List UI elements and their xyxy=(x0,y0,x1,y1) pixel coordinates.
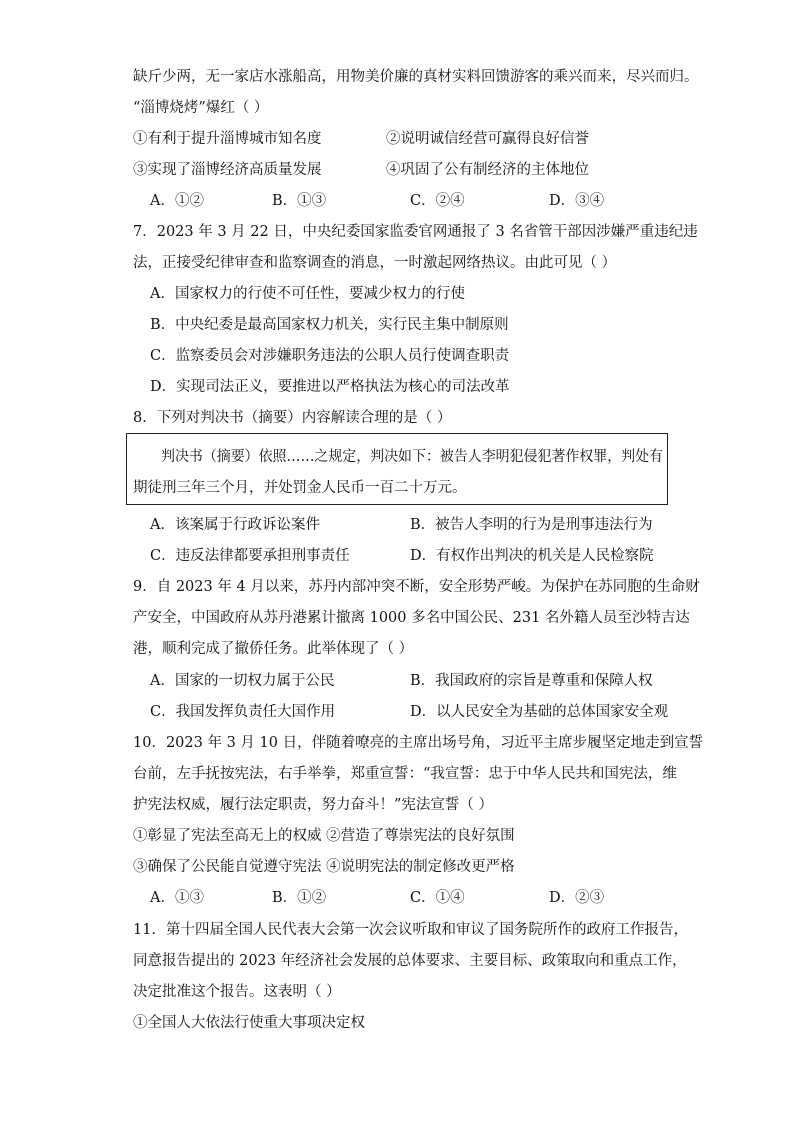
q7-option-b[interactable]: B．中央纪委是最高国家权力机关，实行民主集中制原则 xyxy=(150,317,509,333)
q8-judgment-box xyxy=(126,433,668,505)
q7-stem-line1: 7．2023 年 3 月 22 日，中央纪委国家监委官网通报了 3 名省管干部因涉嫌严重违纪违 xyxy=(133,224,698,240)
q7-stem-line2: 法，正接受纪律审查和监察调查的消息，一时激起网络热议。由此可见（ ） xyxy=(133,255,617,271)
q6-option-b[interactable]: B．①③ xyxy=(272,193,327,209)
q6-item-2: ②说明诚信经营可赢得良好信誉 xyxy=(386,131,589,147)
q7-option-a[interactable]: A．国家权力的行使不可任性，要减少权力的行使 xyxy=(150,286,465,302)
q6-option-a[interactable]: A．①② xyxy=(150,193,204,209)
q10-stem-line2: 台前，左手抚按宪法，右手举拳，郑重宣誓：“我宣誓：忠于中华人民共和国宪法，维 xyxy=(133,766,677,782)
q10-option-d[interactable]: D．②③ xyxy=(549,890,605,906)
q11-stem-line1: 11．第十四届全国人民代表大会第一次会议听取和审议了国务院所作的政府工作报告， xyxy=(133,922,688,938)
q10-stem-line3: 护宪法权威，履行法定职责，努力奋斗！”宪法宣誓（ ） xyxy=(133,797,494,813)
q9-stem-line1: 9．自 2023 年 4 月以来，苏丹内部冲突不断，安全形势严峻。为保护在苏同胞的生命财 xyxy=(133,579,700,595)
q11-stem-line2: 同意报告提出的 2023 年经济社会发展的总体要求、主要目标、政策取向和重点工作， xyxy=(133,953,687,969)
q7-option-c[interactable]: C．监察委员会对涉嫌职务违法的公职人员行使调查职责 xyxy=(150,348,510,364)
q8-option-b[interactable]: B．被告人李明的行为是刑事违法行为 xyxy=(410,517,653,533)
q9-option-b[interactable]: B．我国政府的宗旨是尊重和保障人权 xyxy=(410,673,653,689)
q6-item-1: ①有利于提升淄博城市知名度 xyxy=(133,131,322,147)
q6-option-c[interactable]: C．②④ xyxy=(410,193,465,209)
q11-stem-line3: 决定批准这个报告。这表明（ ） xyxy=(133,984,341,1000)
q10-stem-line1: 10．2023 年 3 月 10 日，伴随着嘹亮的主席出场号角，习近平主席步履坚定地走到宣誓 xyxy=(133,735,704,751)
q6-option-d[interactable]: D．③④ xyxy=(549,193,605,209)
q9-stem-line3: 港，顺利完成了撤侨任务。此举体现了（ ） xyxy=(133,641,414,657)
q6-item-3: ③实现了淄博经济高质量发展 xyxy=(133,162,322,178)
q9-option-d[interactable]: D．以人民安全为基础的总体国家安全观 xyxy=(410,704,669,720)
q8-option-a[interactable]: A．该案属于行政诉讼案件 xyxy=(150,517,320,533)
q6-stem-line2: “淄博烧烤”爆红（ ） xyxy=(133,100,269,116)
q10-option-b[interactable]: B．①② xyxy=(272,890,327,906)
q9-stem-line2: 产安全，中国政府从苏丹港累计撤离 1000 多名中国公民、231 名外籍人员至沙特吉达 xyxy=(133,610,690,626)
q10-option-a[interactable]: A．①③ xyxy=(150,890,204,906)
q8-box-line1: 判决书（摘要）依照……之规定，判决如下：被告人李明犯侵犯著作权罪，判处有 xyxy=(161,449,663,465)
q8-option-d[interactable]: D．有权作出判决的机关是人民检察院 xyxy=(410,548,654,564)
q6-stem-line1: 缺斤少两，无一家店水涨船高，用物美价廉的真材实料回馈游客的乘兴而来，尽兴而归。 xyxy=(133,69,699,85)
q10-items-line1: ①彰显了宪法至高无上的权威 ②营造了尊崇宪法的良好氛围 xyxy=(133,828,515,844)
q8-stem: 8．下列对判决书（摘要）内容解读合理的是（ ） xyxy=(133,410,452,426)
q9-option-a[interactable]: A．国家的一切权力属于公民 xyxy=(150,673,335,689)
q7-option-d[interactable]: D．实现司法正义，要推进以严格执法为核心的司法改革 xyxy=(150,379,510,395)
q10-option-c[interactable]: C．①④ xyxy=(410,890,465,906)
q11-item-1: ①全国人大依法行使重大事项决定权 xyxy=(133,1015,365,1031)
q10-items-line2: ③确保了公民能自觉遵守宪法 ④说明宪法的制定修改更严格 xyxy=(133,859,515,875)
q8-option-c[interactable]: C．违反法律都要承担刑事责任 xyxy=(150,548,350,564)
q6-item-4: ④巩固了公有制经济的主体地位 xyxy=(386,162,589,178)
q9-option-c[interactable]: C．我国发挥负责任大国作用 xyxy=(150,704,336,720)
q8-box-line2: 期徒刑三年三个月，并处罚金人民币一百二十万元。 xyxy=(133,480,467,496)
